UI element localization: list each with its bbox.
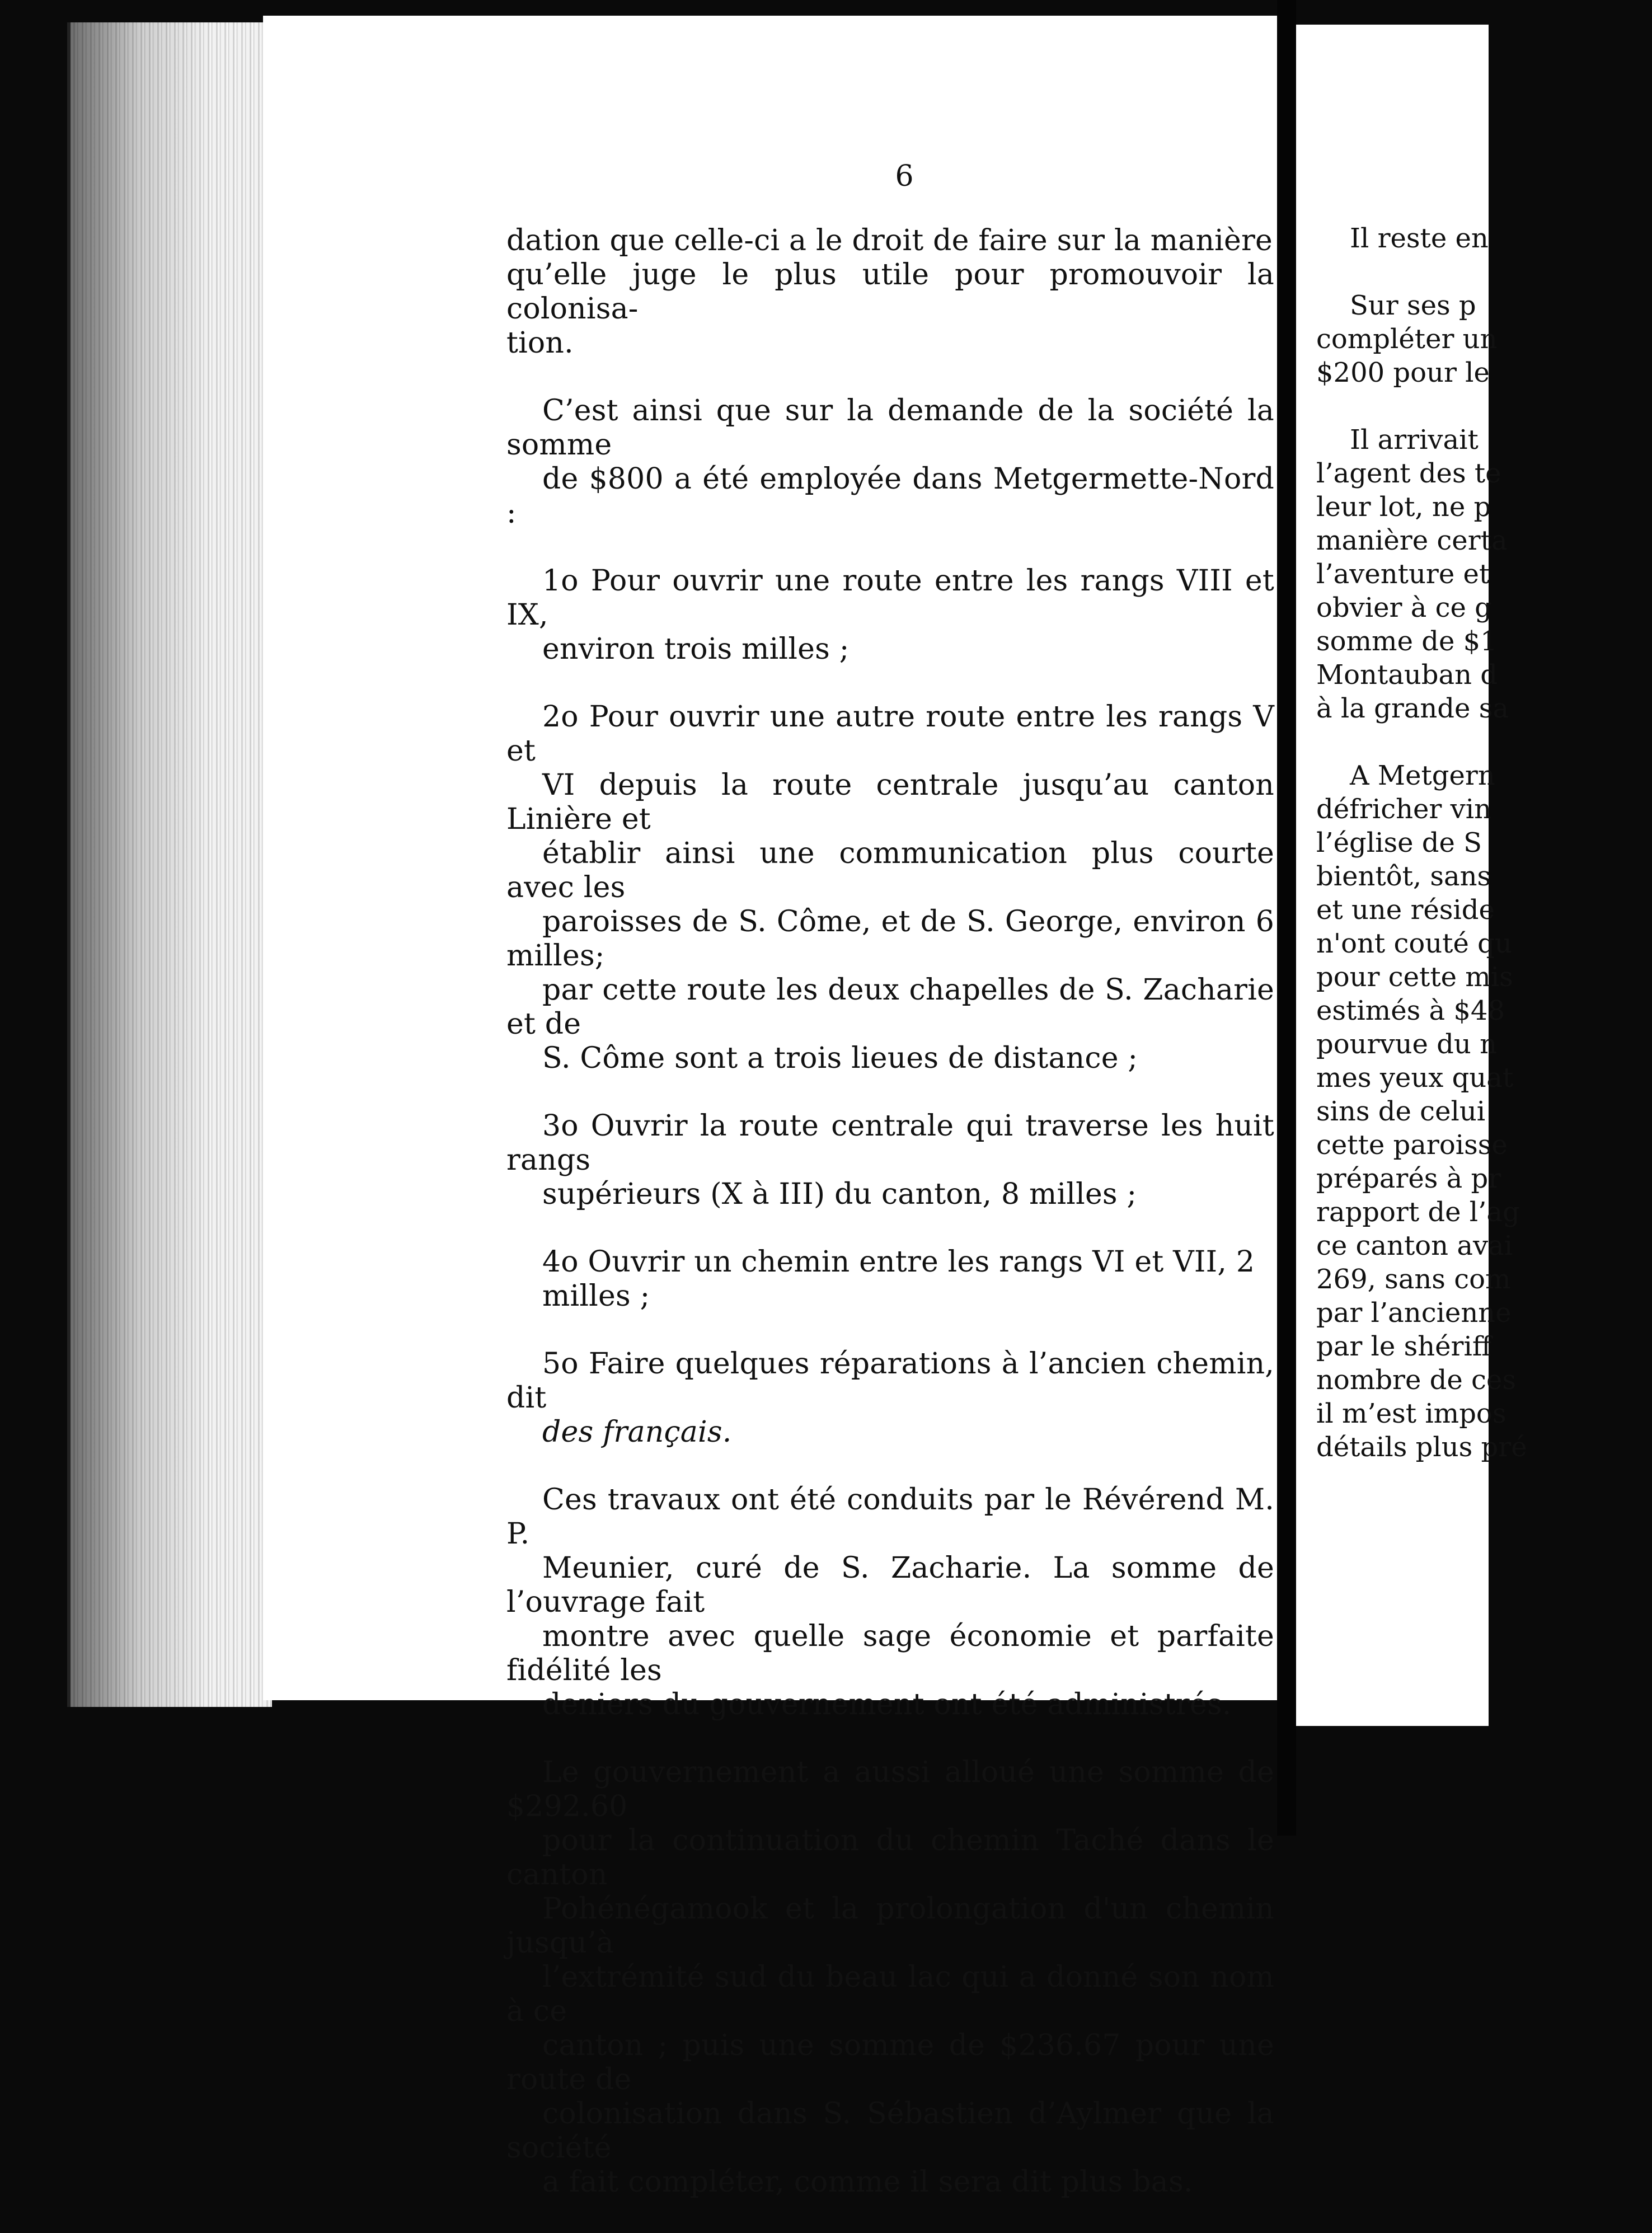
text-line: montre avec quelle sage économie et parfaite fidélité les xyxy=(506,1620,1274,1687)
right-text-line: sins de celui xyxy=(1316,1096,1486,1127)
text-line: Pohénégamook et la prolongation d'un chemin jusqu’à xyxy=(506,1892,1274,1960)
text-line: 1o Pour ouvrir une route entre les rangs VIII et IX, xyxy=(506,564,1274,632)
right-page-text xyxy=(1316,222,1652,1464)
paragraph-8 xyxy=(506,1483,1274,1722)
right-text-line: par l’ancienne xyxy=(1316,1297,1512,1329)
right-text-line: leur lot, ne p xyxy=(1316,491,1491,523)
left-page-text xyxy=(506,224,1274,2233)
text-line: établir ainsi une communication plus courte avec les xyxy=(506,837,1274,904)
text-line: 3o Ouvrir la route centrale qui traverse les huit rangs xyxy=(506,1109,1274,1177)
right-text-line: compléter un xyxy=(1316,323,1498,355)
right-text-line: à la grande sa xyxy=(1316,693,1509,724)
text-line-italic: des français. xyxy=(542,1415,732,1449)
text-line: colonisation dans S. Sébastien d’Aylmer que la société xyxy=(506,2097,1274,2165)
right-page xyxy=(1296,25,1527,1726)
paragraph-1 xyxy=(506,224,1274,360)
paragraph-4 xyxy=(506,700,1274,1076)
right-text-line: pourvue du n xyxy=(1316,1029,1497,1060)
right-text-line: mes yeux quat xyxy=(1316,1062,1514,1094)
right-text-line: Il arrivait xyxy=(1350,424,1479,456)
text-line: 2o Pour ouvrir une autre route entre les rangs V et xyxy=(506,700,1274,768)
right-text-line: pour cette mis xyxy=(1316,961,1513,993)
text-line: 5o Faire quelques réparations à l’ancien chemin, dit xyxy=(506,1347,1274,1415)
right-text-line: rapport de l’ag xyxy=(1316,1197,1520,1228)
right-text-line: bientôt, sans xyxy=(1316,861,1491,892)
text-line: a fait compléter, comme il sera dit plus bas. xyxy=(542,2165,1193,2199)
text-line: de $800 a été employée dans Metgermette-Nord : xyxy=(506,462,1274,530)
right-text-line: $200 pour le xyxy=(1316,357,1490,388)
text-line: deniers du gouvernement ont été administrés. xyxy=(542,1688,1232,1721)
right-text-line: défricher vin xyxy=(1316,794,1491,825)
text-line: par cette route les deux chapelles de S. Zacharie et de xyxy=(506,973,1274,1041)
text-line: l’extrémité sud du beau lac qui a donné son nom à ce xyxy=(506,1960,1274,2028)
text-line: paroisses de S. Côme, et de S. George, environ 6 milles; xyxy=(506,905,1274,973)
text-line: environ trois milles ; xyxy=(542,632,850,666)
text-line: canton ; puis une somme de $236.67 pour une route de xyxy=(506,2029,1274,2096)
paragraph-5 xyxy=(506,1109,1274,1212)
right-text-line: il m’est impos xyxy=(1316,1398,1506,1429)
right-text-line: l’église de S xyxy=(1316,827,1482,859)
right-text-line: n'ont couté qu xyxy=(1316,928,1512,959)
right-text-line: Montauban d xyxy=(1316,659,1498,691)
text-line: C’est ainsi que sur la demande de la société la somme xyxy=(506,394,1274,462)
text-line: qu’elle juge le plus utile pour promouvoir la colonisa- xyxy=(506,258,1274,326)
text-line: milles ; xyxy=(542,1279,650,1313)
paragraph-3 xyxy=(506,564,1274,667)
right-text-line: estimés à $48 xyxy=(1316,995,1505,1026)
right-text-line: cette paroisse xyxy=(1316,1129,1508,1161)
right-text-line: par le shériff xyxy=(1316,1331,1491,1362)
text-line: supérieurs (X à III) du canton, 8 milles ; xyxy=(542,1178,1137,1211)
paragraph-7 xyxy=(506,1347,1274,1449)
right-text-line: préparés à pr xyxy=(1316,1163,1501,1194)
right-text-line: l’aventure et xyxy=(1316,559,1490,590)
text-line: Meunier, curé de S. Zacharie. La somme de l’ouvrage fait xyxy=(506,1551,1274,1619)
line-gap xyxy=(1316,725,1652,759)
text-line: tion. xyxy=(506,326,574,360)
right-text-line: A Metgern xyxy=(1350,760,1495,791)
text-line: S. Côme sont a trois lieues de distance ; xyxy=(542,1042,1138,1075)
book-gutter xyxy=(1277,0,1296,1836)
right-text-line: manière certa xyxy=(1316,525,1508,556)
right-text-line: et une réside xyxy=(1316,894,1495,926)
text-line: Ces travaux ont été conduits par le Révérend M. P. xyxy=(506,1483,1274,1551)
line-gap xyxy=(1316,255,1652,289)
line-gap xyxy=(1316,390,1652,423)
right-text-line: Il reste en xyxy=(1350,223,1489,254)
right-text-line: nombre de ces xyxy=(1316,1364,1516,1396)
right-text-line: obvier à ce g xyxy=(1316,592,1492,623)
right-text-line: somme de $1 xyxy=(1316,626,1498,657)
right-text-line: l’agent des te xyxy=(1316,458,1501,489)
text-line: pour la continuation du chemin Taché dans le canton xyxy=(506,1824,1274,1892)
right-text-line: détails plus pré xyxy=(1316,1432,1527,1463)
paragraph-2 xyxy=(506,394,1274,531)
paragraph-6 xyxy=(506,1245,1274,1313)
text-line: Le gouvernement a aussi alloué une somme de $292.60 xyxy=(506,1756,1274,1823)
text-line: VI depuis la route centrale jusqu’au canton Linière et xyxy=(506,768,1274,836)
text-line: dation que celle-ci a le droit de faire sur la manière xyxy=(506,224,1273,257)
page-stack-edge xyxy=(67,22,272,1707)
paragraph-9 xyxy=(506,1756,1274,2199)
right-text-line: ce canton avai xyxy=(1316,1230,1513,1261)
right-text-line: Sur ses p xyxy=(1350,290,1476,321)
text-line: 4o Ouvrir un chemin entre les rangs VI et VII, 2 xyxy=(542,1245,1255,1279)
page-number: 6 xyxy=(895,160,914,193)
right-text-line: 269, sans com xyxy=(1316,1264,1511,1295)
